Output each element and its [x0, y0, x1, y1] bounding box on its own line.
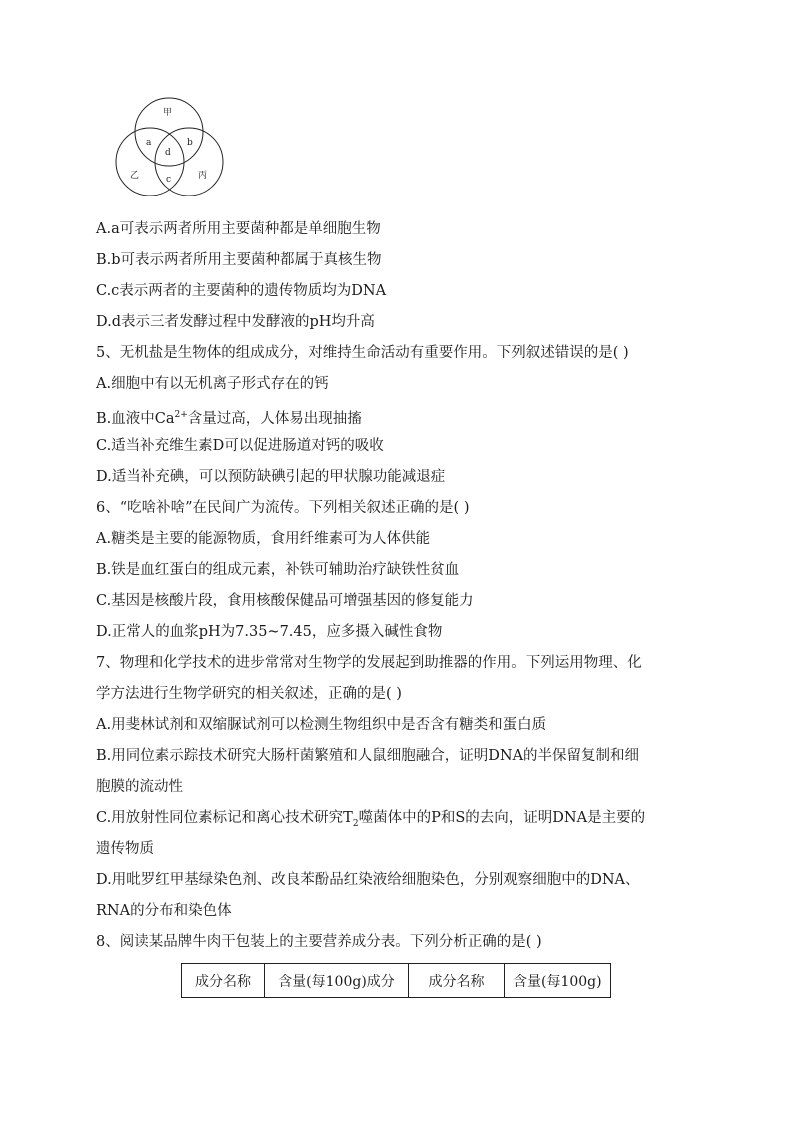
q7-option-a: A.用斐林试剂和双缩脲试剂可以检测生物组织中是否含有糖类和蛋白质	[96, 717, 547, 733]
table-header-row	[182, 964, 611, 998]
q7-option-d-line2: RNA的分布和染色体	[96, 903, 232, 919]
q7-option-b-line2: 胞膜的流动性	[96, 779, 183, 795]
venn-label-yi: 乙	[130, 171, 140, 181]
q8-stem: 8、阅读某品牌牛肉干包装上的主要营养成分表。下列分析正确的是( )	[96, 934, 542, 950]
venn-label-d: d	[165, 148, 171, 158]
q4-option-d: D.d表示三者发酵过程中发酵液的pH均升高	[96, 314, 375, 330]
q5-option-b-post: 含量过高，人体易出现抽搐	[187, 410, 362, 427]
table-header-cell: 含量(每100g)成分	[265, 964, 409, 998]
q7-option-c-line2: 遗传物质	[96, 841, 154, 857]
q5-option-b-pre: B.血液中Ca	[96, 410, 175, 427]
q5-option-d: D.适当补充碘，可以预防缺碘引起的甲状腺功能减退症	[96, 469, 446, 485]
nutrition-table	[181, 963, 611, 998]
q5-option-a: A.细胞中有以无机离子形式存在的钙	[96, 376, 329, 392]
q4-option-c: C.c表示两者的主要菌种的遗传物质均为DNA	[96, 283, 387, 299]
q5-stem: 5、无机盐是生物体的组成成分，对维持生命活动有重要作用。下列叙述错误的是( )	[96, 345, 629, 361]
venn-diagram	[112, 96, 228, 196]
q4-option-a: A.a可表示两者所用主要菌种都是单细胞生物	[96, 221, 381, 237]
q6-option-b: B.铁是血红蛋白的组成元素，补铁可辅助治疗缺铁性贫血	[96, 562, 460, 578]
venn-label-bing: 丙	[198, 171, 208, 181]
q7-option-c-post: 噬菌体中的P和S的去向，证明DNA是主要的	[358, 810, 646, 826]
q6-option-d: D.正常人的血浆pH为7.35~7.45，应多摄入碱性食物	[96, 624, 443, 640]
q5-option-c: C.适当补充维生素D可以促进肠道对钙的吸收	[96, 438, 384, 454]
question-content	[96, 214, 706, 958]
q7-option-d-line1: D.用吡罗红甲基绿染色剂、改良苯酚品红染液给细胞染色，分别观察细胞中的DNA、	[96, 872, 640, 888]
q5-option-b-sup: 2+	[174, 410, 188, 420]
table-header-cell: 成分名称	[409, 964, 505, 998]
table-header-cell: 成分名称	[182, 964, 265, 998]
q6-stem: 6、“吃啥补啥”在民间广为流传。下列相关叙述正确的是( )	[96, 500, 470, 516]
q7-option-c-line1	[96, 803, 706, 834]
venn-label-a: a	[146, 138, 152, 148]
q7-option-c-sub: 2	[352, 818, 359, 829]
q7-option-b-line1: B.用同位素示踪技术研究大肠杆菌繁殖和人鼠细胞融合，证明DNA的半保留复制和细	[96, 748, 640, 764]
q7-stem-line1: 7、物理和化学技术的进步常常对生物学的发展起到助推器的作用。下列运用物理、化	[96, 655, 642, 671]
table-header-cell: 含量(每100g)	[505, 964, 611, 998]
q5-option-b	[96, 400, 706, 431]
q6-option-a: A.糖类是主要的能源物质，食用纤维素可为人体供能	[96, 531, 431, 547]
q7-stem-line2: 学方法进行生物学研究的相关叙述，正确的是( )	[96, 686, 402, 702]
venn-label-b: b	[187, 138, 193, 148]
venn-label-jia: 甲	[163, 108, 173, 118]
venn-label-c: c	[166, 175, 172, 185]
q4-option-b: B.b可表示两者所用主要菌种都属于真核生物	[96, 252, 382, 268]
q7-option-c-pre: C.用放射性同位素标记和离心技术研究T	[96, 810, 353, 826]
q6-option-c: C.基因是核酸片段，食用核酸保健品可增强基因的修复能力	[96, 593, 474, 609]
